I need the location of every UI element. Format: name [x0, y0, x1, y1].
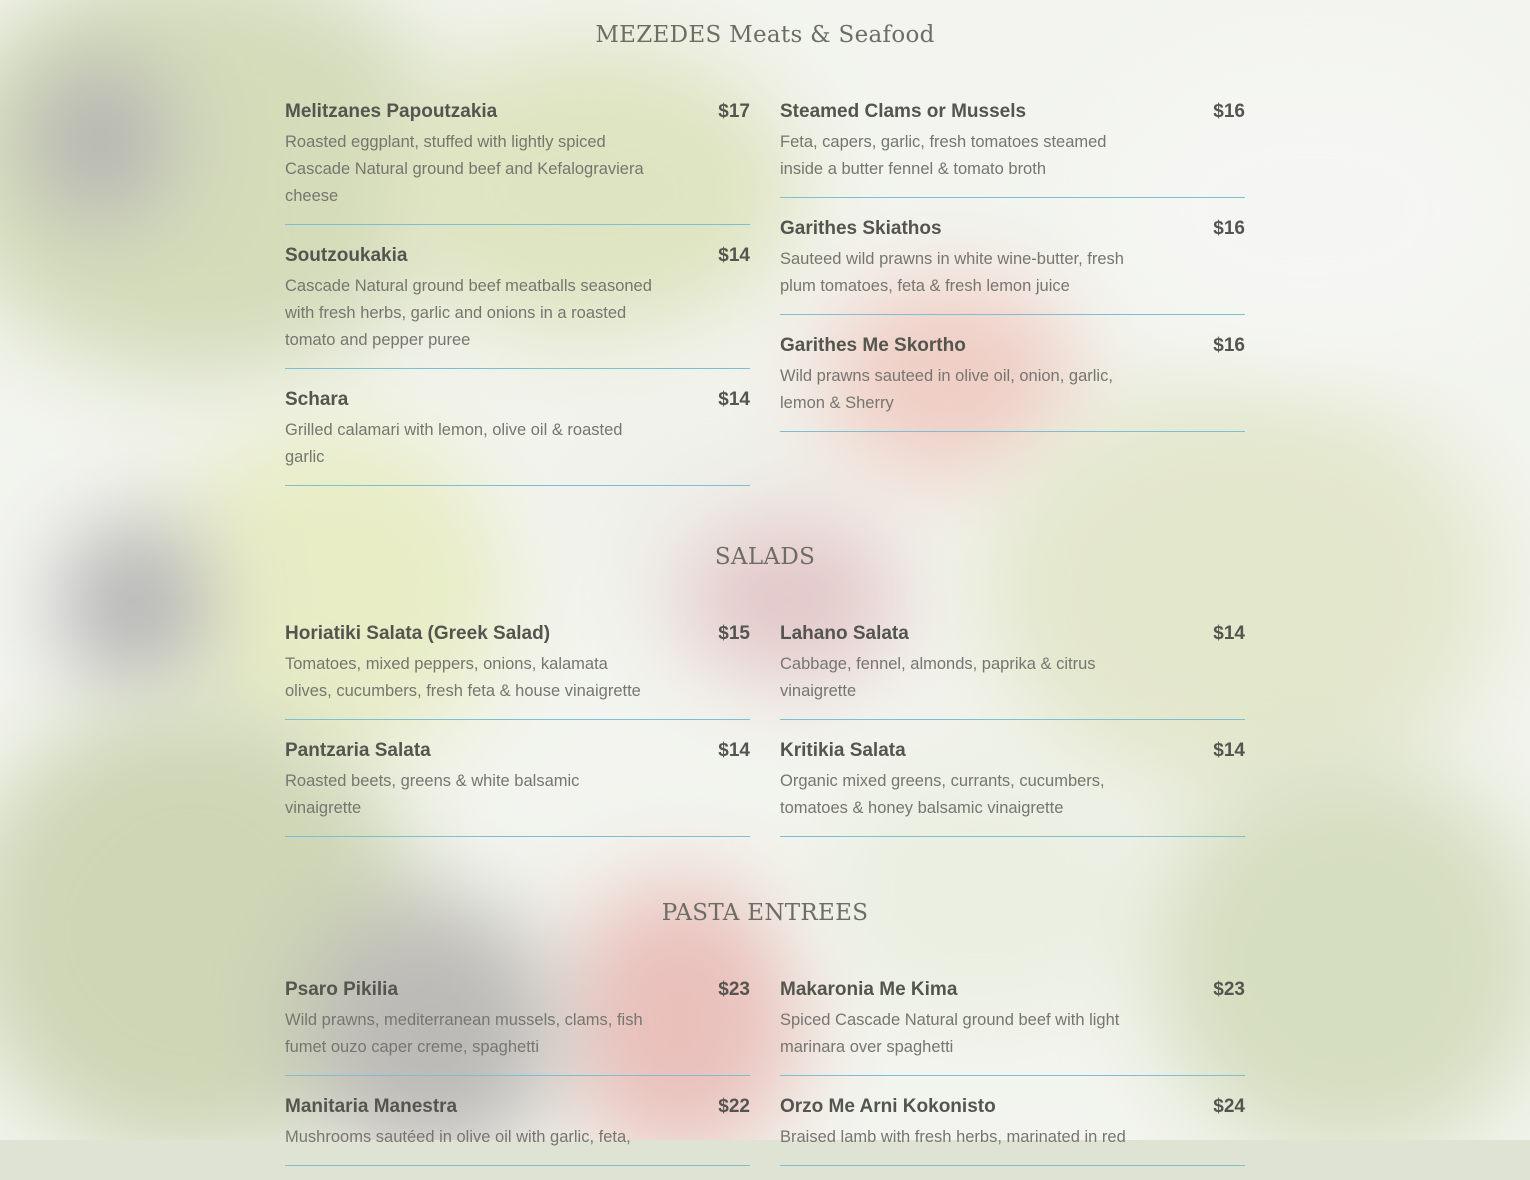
menu-item-price: $17 — [718, 101, 750, 122]
menu-item-name: Garithes Skiathos — [780, 218, 942, 239]
menu-item-price: $16 — [1213, 335, 1245, 356]
menu-item-name: Steamed Clams or Mussels — [780, 101, 1027, 122]
menu-item-header — [285, 979, 750, 1001]
menu-item-name: Kritikia Salata — [780, 740, 906, 761]
menu-item-name: Garithes Me Skortho — [780, 335, 966, 356]
menu-grid-pasta — [285, 973, 1245, 1180]
menu-item — [780, 1090, 1245, 1166]
menu-column-right — [780, 617, 1245, 851]
menu-item — [285, 734, 750, 837]
menu-item-name: Horiatiki Salata (Greek Salad) — [285, 623, 551, 644]
menu-item — [285, 239, 750, 369]
menu-item — [285, 973, 750, 1076]
menu-item-price: $15 — [718, 623, 750, 644]
menu-item-description: Cabbage, fennel, almonds, paprika & citrus vinaigrette — [780, 655, 1096, 700]
menu-column-right — [780, 973, 1245, 1180]
menu-item-name: Manitaria Manestra — [285, 1096, 458, 1117]
menu-column-left — [285, 973, 750, 1180]
menu-item-price: $14 — [718, 740, 750, 761]
menu-item-price: $23 — [1213, 979, 1245, 1000]
menu-item-price: $16 — [1213, 218, 1245, 239]
menu-item-price: $16 — [1213, 101, 1245, 122]
menu-item-header — [780, 101, 1245, 123]
menu-item-header — [285, 623, 750, 645]
menu-item-description: Braised lamb with fresh herbs, marinated in red — [780, 1128, 1126, 1146]
menu-item-description: Feta, capers, garlic, fresh tomatoes steamed inside a butter fennel & tomato broth — [780, 133, 1107, 178]
menu-column-right — [780, 95, 1245, 500]
menu-item-description: Spiced Cascade Natural ground beef with light marinara over spaghetti — [780, 1011, 1120, 1056]
menu-item — [285, 617, 750, 720]
menu-item — [780, 734, 1245, 837]
menu-item — [285, 1090, 750, 1166]
menu-item-description: Cascade Natural ground beef meatballs seasoned with fresh herbs, garlic and onions in a roasted tomato and pepper puree — [285, 277, 652, 349]
menu-column-left — [285, 617, 750, 851]
menu-item-price: $22 — [718, 1096, 750, 1117]
section-title-mezedes: MEZEDES Meats & Seafood — [595, 22, 935, 48]
menu-item-price: $14 — [1213, 740, 1245, 761]
menu-item — [780, 212, 1245, 315]
menu-item-header — [285, 101, 750, 123]
menu-item-header — [780, 979, 1245, 1001]
menu-item-name: Orzo Me Arni Kokonisto — [780, 1096, 996, 1117]
menu-item — [780, 329, 1245, 432]
section-title-salads: SALADS — [714, 544, 816, 570]
section-title-pasta: PASTA ENTREES — [661, 900, 869, 926]
menu-item-price: $14 — [718, 245, 750, 266]
menu-item-price: $14 — [1213, 623, 1245, 644]
menu-item-description: Wild prawns sauteed in olive oil, onion, garlic, lemon & Sherry — [780, 367, 1113, 412]
menu-item-name: Psaro Pikilia — [285, 979, 399, 1000]
menu-item-description: Roasted eggplant, stuffed with lightly spiced Cascade Natural ground beef and Kefalograviera cheese — [285, 133, 644, 205]
menu-item-description: Organic mixed greens, currants, cucumbers, tomatoes & honey balsamic vinaigrette — [780, 772, 1105, 817]
menu-item-price: $14 — [718, 389, 750, 410]
menu-item — [285, 95, 750, 225]
menu-item-name: Makaronia Me Kima — [780, 979, 958, 1000]
menu-item-header — [285, 740, 750, 762]
menu-item-name: Schara — [285, 389, 349, 410]
menu-item-description: Wild prawns, mediterranean mussels, clams, fish fumet ouzo caper creme, spaghetti — [285, 1011, 643, 1056]
menu-item-header — [285, 245, 750, 267]
menu-item-header — [285, 389, 750, 411]
menu-item-description: Tomatoes, mixed peppers, onions, kalamata olives, cucumbers, fresh feta & house vinaigrette — [285, 655, 641, 700]
menu-grid-salads — [285, 617, 1245, 851]
menu-item-header — [780, 1096, 1245, 1118]
menu-item — [780, 973, 1245, 1076]
menu-grid-mezedes — [285, 95, 1245, 500]
menu-item-name: Lahano Salata — [780, 623, 909, 644]
menu-item-header — [780, 740, 1245, 762]
menu-item-description: Roasted beets, greens & white balsamic vinaigrette — [285, 772, 580, 817]
menu-item-description: Sauteed wild prawns in white wine-butter, fresh plum tomatoes, feta & fresh lemon juice — [780, 250, 1124, 295]
menu-item-header — [780, 623, 1245, 645]
menu-item-header — [285, 1096, 750, 1118]
menu-item-name: Melitzanes Papoutzakia — [285, 101, 498, 122]
menu-item-name: Pantzaria Salata — [285, 740, 431, 761]
menu-item-name: Soutzoukakia — [285, 245, 408, 266]
menu-item-price: $24 — [1213, 1096, 1245, 1117]
menu-item-header — [780, 335, 1245, 357]
menu-item-header — [780, 218, 1245, 240]
menu-item — [285, 383, 750, 486]
menu-column-left — [285, 95, 750, 500]
menu-item-description: Grilled calamari with lemon, olive oil & roasted garlic — [285, 421, 623, 466]
menu-item — [780, 617, 1245, 720]
menu-item-description: Mushrooms sautéed in olive oil with garlic, feta, — [285, 1128, 631, 1146]
menu-item-price: $23 — [718, 979, 750, 1000]
menu-item — [780, 95, 1245, 198]
